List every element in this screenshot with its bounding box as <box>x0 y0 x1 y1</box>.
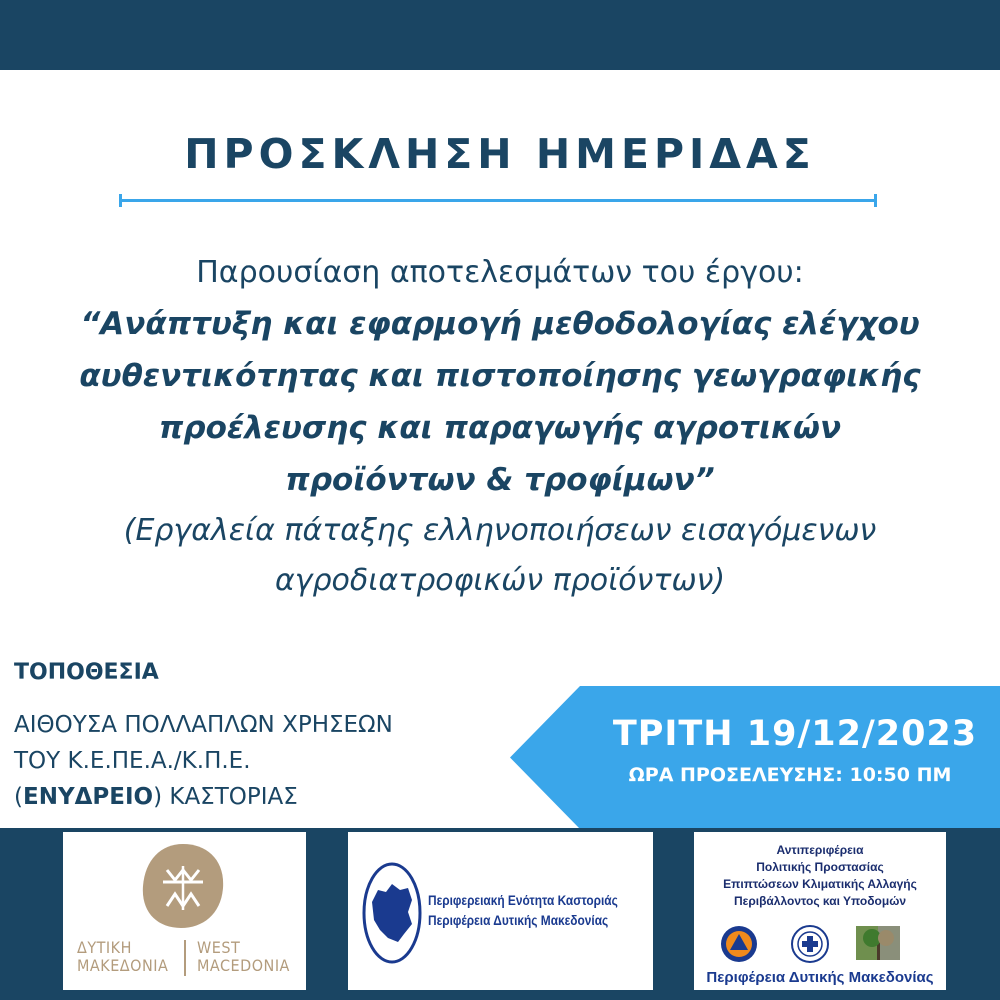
location-line: ΤΟΥ Κ.Ε.ΠΕ.Α./Κ.Π.Ε. <box>14 748 251 774</box>
location-venue-bold: ΕΝΥΔΡΕΙΟ <box>22 784 154 810</box>
civil-protection-triangle-icon <box>719 924 759 964</box>
west-macedonia-emblem-icon <box>137 840 229 932</box>
civil-protection-logo <box>694 832 946 990</box>
wm-greek-line: ΔΥΤΙΚΗ <box>77 938 132 957</box>
event-date: ΤΡΙΤΗ 19/12/2023 <box>612 714 978 754</box>
cp-line: Επιπτώσεων Κλιματικής Αλλαγής <box>723 877 917 891</box>
subtitle-line: αγροδιατροφικών προϊόντων) <box>274 563 726 598</box>
greek-seal-icon <box>790 924 830 964</box>
west-macedonia-greek <box>77 939 168 975</box>
location-heading: ΤΟΠΟΘΕΣΙΑ <box>14 660 159 685</box>
title-underline <box>119 199 877 202</box>
wm-greek-line: ΜΑΚΕΔΟΝΙΑ <box>77 956 169 975</box>
wm-english-line: WEST <box>197 938 241 957</box>
kastoria-map-emblem-icon <box>362 862 422 964</box>
page-title: ΠΡΟΣΚΛΗΣΗ ΗΜΕΡΙΔΑΣ <box>184 130 816 178</box>
cp-line: Πολιτικής Προστασίας <box>756 860 884 874</box>
intro-text: Παρουσίαση αποτελεσμάτων του έργου: <box>196 255 804 290</box>
kastoria-line: Περιφερειακή Ενότητα Καστοριάς <box>428 892 618 908</box>
wm-english-line: MACEDONIA <box>197 956 290 975</box>
cp-line: Αντιπεριφέρεια <box>776 843 864 857</box>
project-title <box>20 298 980 506</box>
climate-tree-icon <box>856 926 900 960</box>
event-description <box>20 248 980 606</box>
kastoria-text <box>428 890 618 930</box>
subtitle-line: (Εργαλεία πάταξης ελληνοποιήσεων εισαγόμενων <box>123 513 877 548</box>
civil-protection-text <box>694 842 946 910</box>
location-line <box>14 779 393 815</box>
project-title-line: “Ανάπτυξη και εφαρμογή μεθοδολογίας ελέγχου <box>80 306 920 342</box>
project-title-line: αυθεντικότητας και πιστοποίησης γεωγραφικής <box>79 358 921 394</box>
kastoria-logo <box>348 832 653 990</box>
project-title-line: προϊόντων & τροφίμων” <box>285 462 715 498</box>
project-subtitle <box>20 506 980 606</box>
location-details <box>14 707 393 815</box>
civil-protection-footer: Περιφέρεια Δυτικής Μακεδονίας <box>706 969 934 986</box>
arrival-time: ΩΡΑ ΠΡΟΣΕΛΕΥΣΗΣ: 10:50 ΠΜ <box>628 764 952 786</box>
date-banner <box>510 686 1000 829</box>
location-city: ) ΚΑΣΤΟΡΙΑΣ <box>153 784 298 810</box>
west-macedonia-english <box>197 939 290 975</box>
cp-line: Περιβάλλοντος και Υποδομών <box>733 894 907 908</box>
location-line: ΑΙΘΟΥΣΑ ΠΟΛΛΑΠΛΩΝ ΧΡΗΣΕΩΝ <box>14 712 393 738</box>
project-title-line: προέλευσης και παραγωγής αγροτικών <box>158 410 842 446</box>
kastoria-line: Περιφέρεια Δυτικής Μακεδονίας <box>428 912 609 928</box>
top-banner <box>0 0 1000 70</box>
west-macedonia-logo <box>63 832 306 990</box>
logo-divider <box>184 940 186 976</box>
location-paren: ( <box>14 784 23 810</box>
